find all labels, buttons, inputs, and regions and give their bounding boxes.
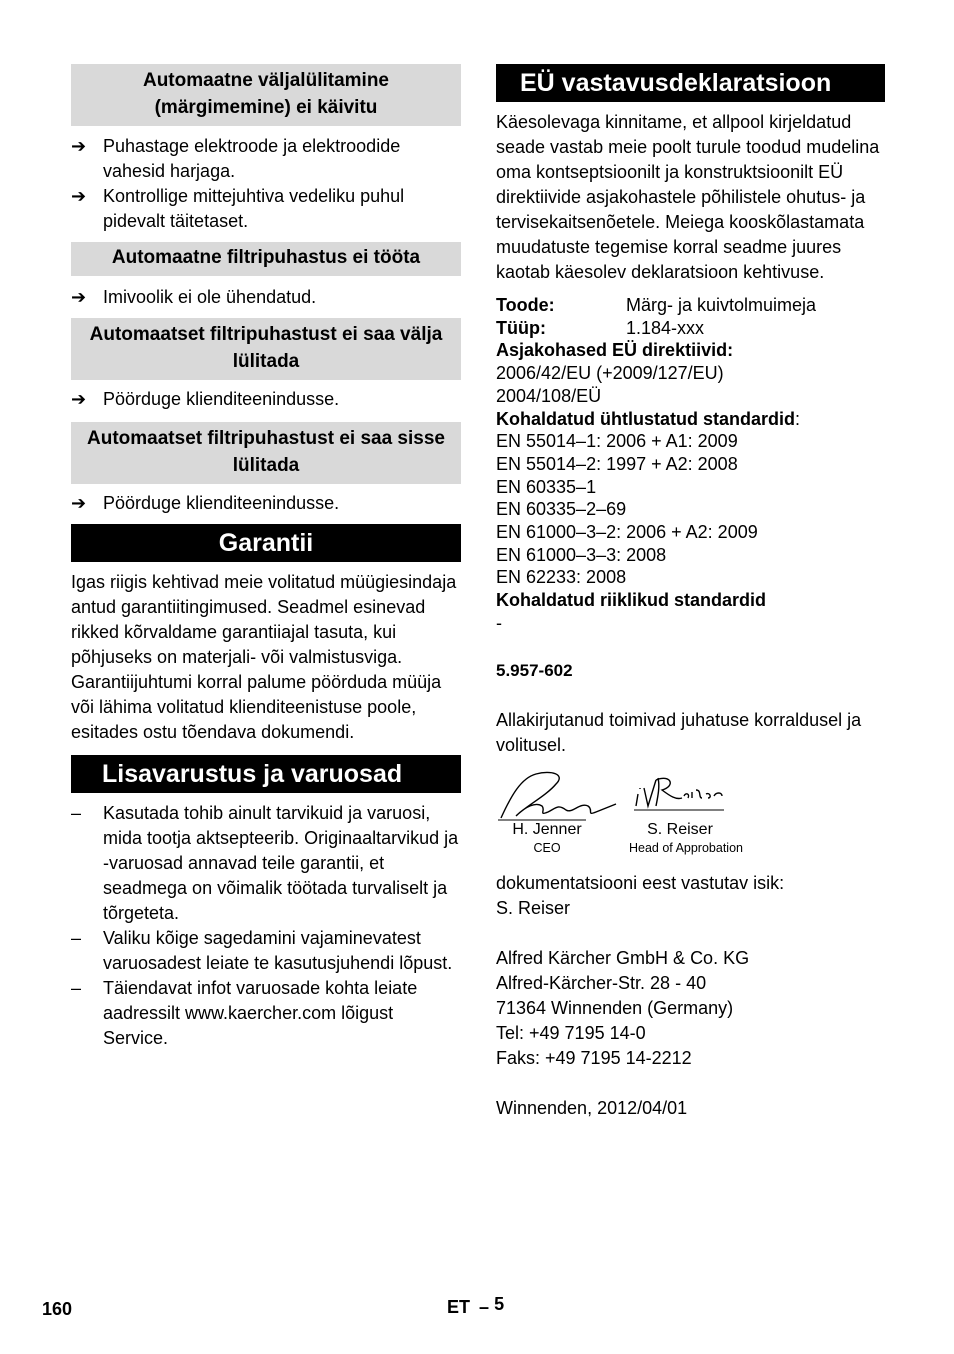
arrow-right-icon: ➔: [71, 136, 87, 156]
declaration-heading: EÜ vastavusdeklaratsioon: [496, 64, 885, 102]
list-item: ➔ Imivoolik ei ole ühendatud.: [71, 285, 461, 310]
place-date: Winnenden, 2012/04/01: [496, 1097, 688, 1118]
directive-item: 2006/42/EU (+2009/127/EU): [496, 363, 724, 384]
page-number: 160: [42, 1299, 73, 1319]
section-heading: Automaatset filtripuhastust ei saa sisse lülitada: [71, 422, 461, 484]
section-heading: Automaatset filtripuhastust ei saa välja lülitada: [71, 318, 461, 380]
national-value: -: [496, 612, 502, 633]
address-line: Alfred Kärcher GmbH & Co. KG: [496, 947, 750, 968]
standard-item: EN 61000–3–3: 2008: [496, 544, 667, 565]
arrow-right-icon: ➔: [71, 493, 87, 513]
standard-item: EN 55014–1: 2006 + A1: 2009: [496, 431, 738, 452]
type-value: 1.184-xxx: [626, 317, 705, 338]
accessories-heading: Lisavarustus ja varuosad: [71, 755, 461, 793]
responsible-name: S. Reiser: [496, 897, 571, 918]
standard-item: EN 62233: 2008: [496, 567, 627, 588]
list-item: ➔ Puhastage elektroode ja elektroodide vahesid harjaga.: [71, 136, 401, 181]
standard-item: EN 60335–2–69: [496, 499, 627, 520]
signature-block: [496, 766, 885, 856]
section-heading: Automaatne väljalülitamine (märgimemine) ei käivitu: [71, 64, 461, 126]
list-item: – Täiendavat infot varuosade kohta leiate aadressilt www.kaercher.com lõigust Service.: [71, 978, 418, 1048]
address-line: Tel: +49 7195 14-0: [496, 1022, 646, 1043]
doc-number: 5.957-602: [496, 660, 573, 680]
address-line: Faks: +49 7195 14-2212: [496, 1047, 692, 1068]
arrow-right-icon: ➔: [71, 186, 87, 206]
signer-role: Head of Approbation: [629, 840, 743, 855]
signed-text: Allakirjutanud toimivad juhatuse korraldusel ja volitusel.: [496, 709, 862, 755]
page-footer-lang: ET – 5: [447, 1294, 505, 1317]
section-heading: Automaatne filtripuhastus ei tööta: [71, 242, 461, 276]
right-column: [496, 64, 885, 1121]
responsible-label: dokumentatsiooni eest vastutav isik:: [496, 872, 785, 893]
garantii-text: Igas riigis kehtivad meie volitatud müügiesindaja antud garantiitingimused. Seadmel esinevad rikked kõrvaldame garantiiajal tasuta, kui põhjuseks on materjali- või valmistusviga. Garantiijuhtumi korral palume pöörduda müüja või lähima volitatud klienditeenistuse poole, esitades ostu tõendava dokumendi.: [71, 572, 457, 742]
standard-item: EN 61000–3–2: 2006 + A2: 2009: [496, 522, 758, 543]
arrow-right-icon: ➔: [71, 287, 87, 307]
standard-item: EN 55014–2: 1997 + A2: 2008: [496, 453, 738, 474]
directives-label: Asjakohased EÜ direktiivid:: [496, 340, 734, 361]
list-item: ➔ Pöörduge klienditeenindusse.: [71, 491, 461, 516]
national-label: Kohaldatud riiklikud standardid: [496, 590, 767, 611]
garantii-heading: Garantii: [71, 524, 461, 562]
list-item: ➔ Kontrollige mittejuhtiva vedeliku puhul pidevalt täitetaset.: [71, 186, 405, 231]
signer-name: S. Reiser: [647, 820, 713, 838]
list-item: ➔ Pöörduge klienditeenindusse.: [71, 387, 461, 412]
standard-item: EN 60335–1: [496, 476, 597, 497]
signer-role: CEO: [533, 840, 561, 855]
list-item: – Kasutada tohib ainult tarvikuid ja varuosi, mida tootja aktsepteerib. Originaaltarvikud ja -varuosad annavad teile garantii, et seadmega on võimalik töötada turvaliselt ja tõrgeteta.: [71, 803, 459, 923]
standards-label: Kohaldatud ühtlustatud standardid: [496, 408, 795, 429]
address-line: Alfred-Kärcher-Str. 28 - 40: [496, 972, 707, 993]
address-line: 71364 Winnenden (Germany): [496, 997, 734, 1018]
spec-block: Toode: Märg- ja kuivtolmuimeja Tüüp: 1.184-xxx Asjakohased EÜ direktiivid: 2006/42/EU (+2009/127/EU) 2004/108/EÜ Kohaldatud ühtlustatud standardid: EN 55014–1: 2006 + A1: 2009 EN 55014–2: 1997 + A2: 2008 EN 60335–1 EN 60335–2–69 EN 61000–3–2: 2006 + A2: 2009 EN 61000–3–3: 2008 EN 62233: 2008 Kohaldatud riiklikud standardid -: [496, 294, 885, 635]
directive-item: 2004/108/EÜ: [496, 385, 602, 406]
declaration-intro: Käesolevaga kinnitame, et allpool kirjeldatud seade vastab meie poolt turule toodud mudelina oma kontseptsioonilt ja konstruktsioonilt EÜ direktiivide asjakohastele põhilistele ohutus- ja tervisekaitsenõetele. Meiega kooskõlastamata muudatuste tegemise korral seadme juures kaotab käesolev deklaratsioon kehtivuse.: [496, 112, 880, 282]
list-item: – Valiku kõige sagedamini vajaminevatest varuosadest leiate te kasutusjuhendi lõpust.: [71, 928, 453, 973]
signer-name: H. Jenner: [512, 820, 582, 838]
type-label: Tüüp:: [496, 317, 546, 338]
left-column: [71, 64, 461, 1051]
product-value: Märg- ja kuivtolmuimeja: [626, 295, 817, 315]
product-label: Toode:: [496, 295, 555, 315]
arrow-right-icon: ➔: [71, 389, 87, 409]
